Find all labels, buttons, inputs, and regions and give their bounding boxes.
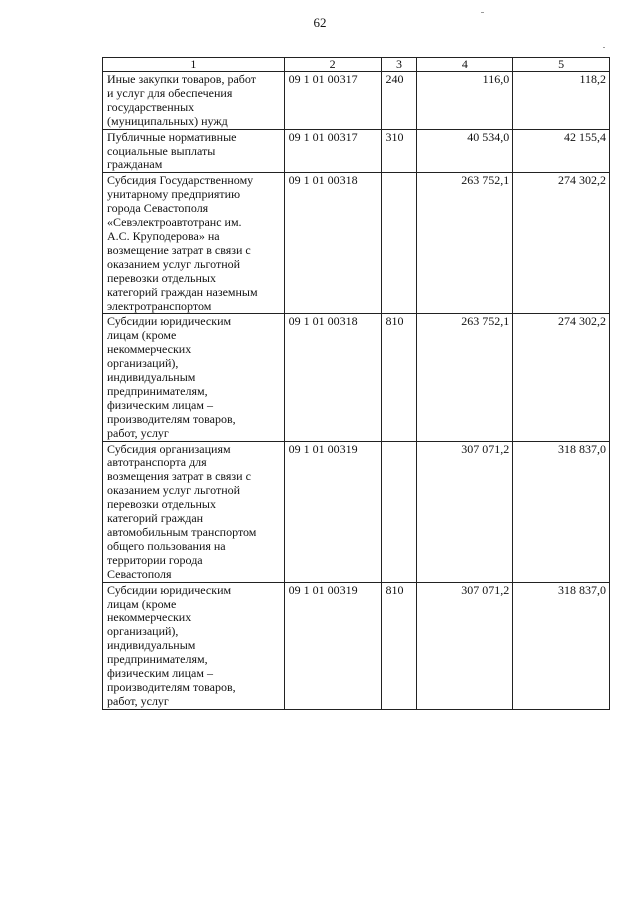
expense-name: Субсидия Государственному унитарному предприятию города Севастополя «Севэлектроавтотранс им. А.С. Круподерова» на возмещение затрат в связи с оказанием услуг льготной перевозки отдельных категорий граждан наземным электротранспортом [103,173,285,314]
amount-year-1: 40 534,0 [417,129,513,173]
amount-year-2: 42 155,4 [513,129,610,173]
column-header: 2 [284,58,381,72]
amount-year-1: 307 071,2 [417,582,513,709]
table-row [103,582,610,709]
amount-year-1: 307 071,2 [417,441,513,582]
table-row [103,314,610,441]
table-row [103,129,610,173]
header-row [103,58,610,72]
amount-year-2: 118,2 [513,72,610,130]
budget-table [102,57,610,710]
amount-year-2: 318 837,0 [513,441,610,582]
amount-year-1: 263 752,1 [417,173,513,314]
column-header: 4 [417,58,513,72]
expense-type-code: 240 [381,72,417,130]
expense-type-code [381,173,417,314]
table-row [103,72,610,130]
scan-speck [481,12,484,13]
column-header: 5 [513,58,610,72]
table-header [103,58,610,72]
expense-name: Субсидия организациям автотранспорта для возмещения затрат в связи с оказанием услуг льготной перевозки отдельных категорий граждан автомобильным транспортом общего пользования на территории города Севастополя [103,441,285,582]
expense-type-code: 310 [381,129,417,173]
target-article-code: 09 1 01 00318 [284,173,381,314]
page-number: 62 [313,15,327,30]
amount-year-2: 274 302,2 [513,314,610,441]
amount-year-2: 274 302,2 [513,173,610,314]
target-article-code: 09 1 01 00317 [284,72,381,130]
expense-name: Субсидии юридическим лицам (кроме некоммерческих организаций), индивидуальным предпринимателям, физическим лицам – производителям товаров, работ, услуг [103,314,285,441]
amount-year-1: 116,0 [417,72,513,130]
amount-year-1: 263 752,1 [417,314,513,441]
expense-type-code: 810 [381,582,417,709]
scan-speck [603,47,605,48]
column-header: 1 [103,58,285,72]
target-article-code: 09 1 01 00317 [284,129,381,173]
expense-type-code [381,441,417,582]
expense-name: Иные закупки товаров, работ и услуг для обеспечения государственных (муниципальных) нужд [103,72,285,130]
amount-year-2: 318 837,0 [513,582,610,709]
table-row [103,441,610,582]
expense-type-code: 810 [381,314,417,441]
column-header: 3 [381,58,417,72]
expense-name: Субсидии юридическим лицам (кроме некоммерческих организаций), индивидуальным предпринимателям, физическим лицам – производителям товаров, работ, услуг [103,582,285,709]
target-article-code: 09 1 01 00319 [284,582,381,709]
target-article-code: 09 1 01 00319 [284,441,381,582]
target-article-code: 09 1 01 00318 [284,314,381,441]
expense-name: Публичные нормативные социальные выплаты гражданам [103,129,285,173]
table-row [103,173,610,314]
